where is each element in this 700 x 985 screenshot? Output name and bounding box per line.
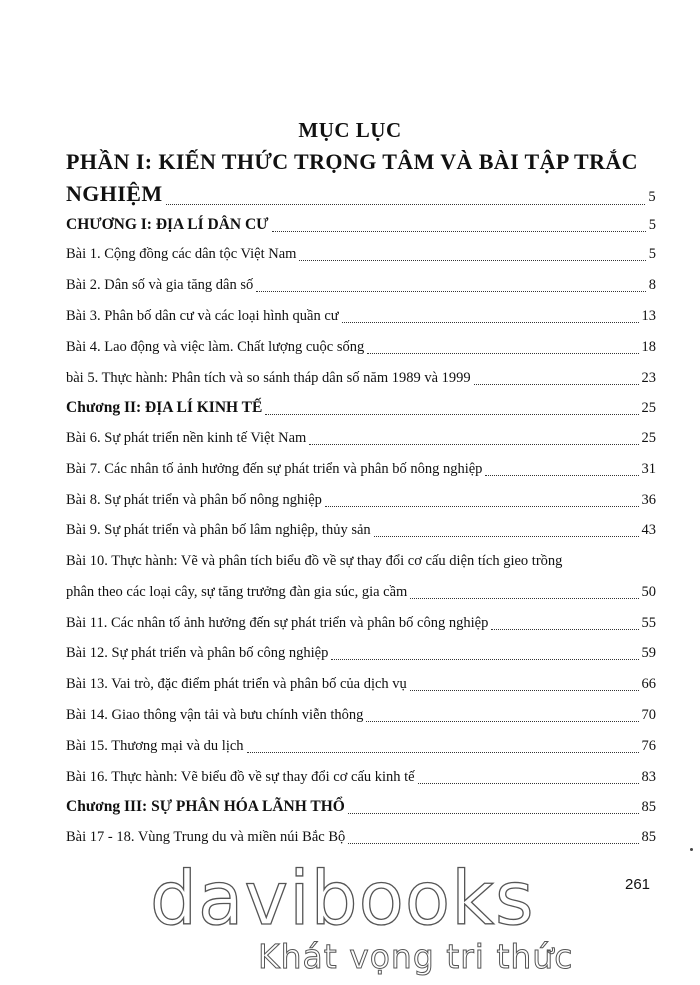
toc-entry-label: Bài 9. Sự phát triển và phân bố lâm nghiệp, thủy sản (66, 522, 371, 538)
toc-chapter-row (66, 798, 656, 816)
toc-row (66, 707, 656, 724)
toc-entry-label: Bài 17 - 18. Vùng Trung du và miền núi Bắc Bộ (66, 829, 346, 845)
toc-entry-page: 66 (641, 676, 656, 692)
toc-entry-label: Bài 15. Thương mại và du lịch (66, 738, 244, 754)
toc-entry-label: Bài 13. Vai trò, đặc điểm phát triển và phân bố của dịch vụ (66, 676, 407, 692)
dot-leader (299, 246, 645, 261)
toc-row (66, 584, 656, 601)
toc-chapter-row (66, 216, 656, 234)
watermark-logo: davibooks (150, 856, 535, 942)
dot-leader (367, 339, 638, 354)
dot-leader (485, 461, 638, 476)
toc-title: MỤC LỤC (298, 118, 402, 142)
toc-entry-page: 70 (641, 707, 656, 723)
toc-row (66, 277, 656, 294)
toc-entry-page: 25 (641, 430, 656, 446)
toc-entry-label: Chương II: ĐỊA LÍ KINH TẾ (66, 399, 263, 416)
toc-entry-page: 50 (641, 584, 656, 600)
toc-entry-page: 25 (641, 400, 656, 416)
toc-row (66, 676, 656, 693)
dot-leader (265, 399, 638, 415)
dot-leader (348, 798, 639, 814)
toc-entry-label: Chương III: SỰ PHÂN HÓA LÃNH THỔ (66, 798, 345, 815)
toc-chapter-row (66, 399, 656, 417)
toc-row-first-line: Bài 10. Thực hành: Vẽ và phân tích biểu đồ về sự thay đổi cơ cấu diện tích gieo trồng (66, 553, 563, 569)
dot-leader (410, 676, 639, 691)
toc-entry-page: 36 (641, 492, 656, 508)
toc-entry-page: 85 (641, 829, 656, 845)
toc-entry-label: Bài 8. Sự phát triển và phân bố nông nghiệp (66, 492, 322, 508)
toc-entry-page: 5 (648, 246, 656, 262)
toc-entry-label: Bài 2. Dân số và gia tăng dân số (66, 277, 254, 293)
toc-entry-label: Bài 7. Các nhân tố ảnh hưởng đến sự phát triển và phân bố nông nghiệp (66, 461, 483, 477)
toc-entry-page: 13 (641, 308, 656, 324)
dot-leader (331, 645, 638, 660)
toc-entry-page: 5 (648, 217, 656, 233)
toc-entry-page: 43 (641, 522, 656, 538)
toc-row (66, 461, 656, 478)
watermark-slogan: Khát vọng tri thức (258, 937, 574, 976)
toc-entry-label: NGHIỆM (66, 181, 163, 206)
dot-leader (366, 707, 638, 722)
dot-leader (256, 277, 645, 292)
dot-leader (342, 308, 639, 323)
toc-entry-label: phân theo các loại cây, sự tăng trưởng đàn gia súc, gia cầm (66, 584, 408, 600)
dot-leader (272, 216, 646, 232)
toc-entry-page: 83 (641, 769, 656, 785)
toc-entry-label: Bài 6. Sự phát triển nền kinh tế Việt Nam (66, 430, 307, 446)
toc-row (66, 829, 656, 846)
toc-entry-page: 31 (641, 461, 656, 477)
dot-leader (348, 829, 638, 844)
part-1-heading-continued (66, 181, 656, 207)
toc-entry-label: Bài 11. Các nhân tố ảnh hưởng đến sự phát triển và phân bố công nghiệp (66, 615, 489, 631)
toc-entry-label: Bài 14. Giao thông vận tải và bưu chính viễn thông (66, 707, 364, 723)
dot-leader (374, 522, 639, 537)
toc-entry-label: Bài 4. Lao động và việc làm. Chất lượng cuộc sống (66, 339, 365, 355)
toc-row (66, 522, 656, 539)
toc-entry-page: 8 (648, 277, 656, 293)
toc-entry-page: 85 (641, 799, 656, 815)
toc-entry-page: 5 (648, 189, 656, 205)
toc-entry-page: 18 (641, 339, 656, 355)
toc-entry-page: 76 (641, 738, 656, 754)
toc-row (66, 738, 656, 755)
toc-row (66, 370, 656, 387)
toc-entry-page: 59 (641, 645, 656, 661)
scan-speck (690, 848, 693, 851)
toc-row (66, 246, 656, 263)
dot-leader (247, 738, 639, 753)
toc-entry-label: bài 5. Thực hành: Phân tích và so sánh tháp dân số năm 1989 và 1999 (66, 370, 471, 386)
dot-leader (418, 769, 639, 784)
toc-row (66, 308, 656, 325)
dot-leader (309, 430, 638, 445)
toc-row (66, 615, 656, 632)
toc-entry-label: Bài 1. Cộng đồng các dân tộc Việt Nam (66, 246, 297, 262)
dot-leader (474, 370, 639, 385)
toc-entry-label: Bài 16. Thực hành: Vẽ biểu đồ về sự thay đổi cơ cấu kinh tế (66, 769, 415, 785)
toc-entry-label: CHƯƠNG I: ĐỊA LÍ DÂN CƯ (66, 216, 269, 233)
part-1-heading: PHẦN I: KIẾN THỨC TRỌNG TÂM VÀ BÀI TẬP TRẮC (66, 149, 638, 174)
toc-row (66, 645, 656, 662)
toc-row (66, 769, 656, 786)
dot-leader (410, 584, 638, 599)
toc-row (66, 492, 656, 509)
dot-leader (491, 615, 638, 630)
toc-entry-page: 55 (641, 615, 656, 631)
toc-row (66, 339, 656, 356)
toc-row (66, 430, 656, 447)
dot-leader (325, 492, 639, 507)
toc-entry-label: Bài 12. Sự phát triển và phân bố công nghiệp (66, 645, 329, 661)
toc-entry-page: 23 (641, 370, 656, 386)
page-number: 261 (625, 876, 651, 893)
dot-leader (166, 181, 646, 205)
toc-entry-label: Bài 3. Phân bố dân cư và các loại hình quần cư (66, 308, 339, 324)
